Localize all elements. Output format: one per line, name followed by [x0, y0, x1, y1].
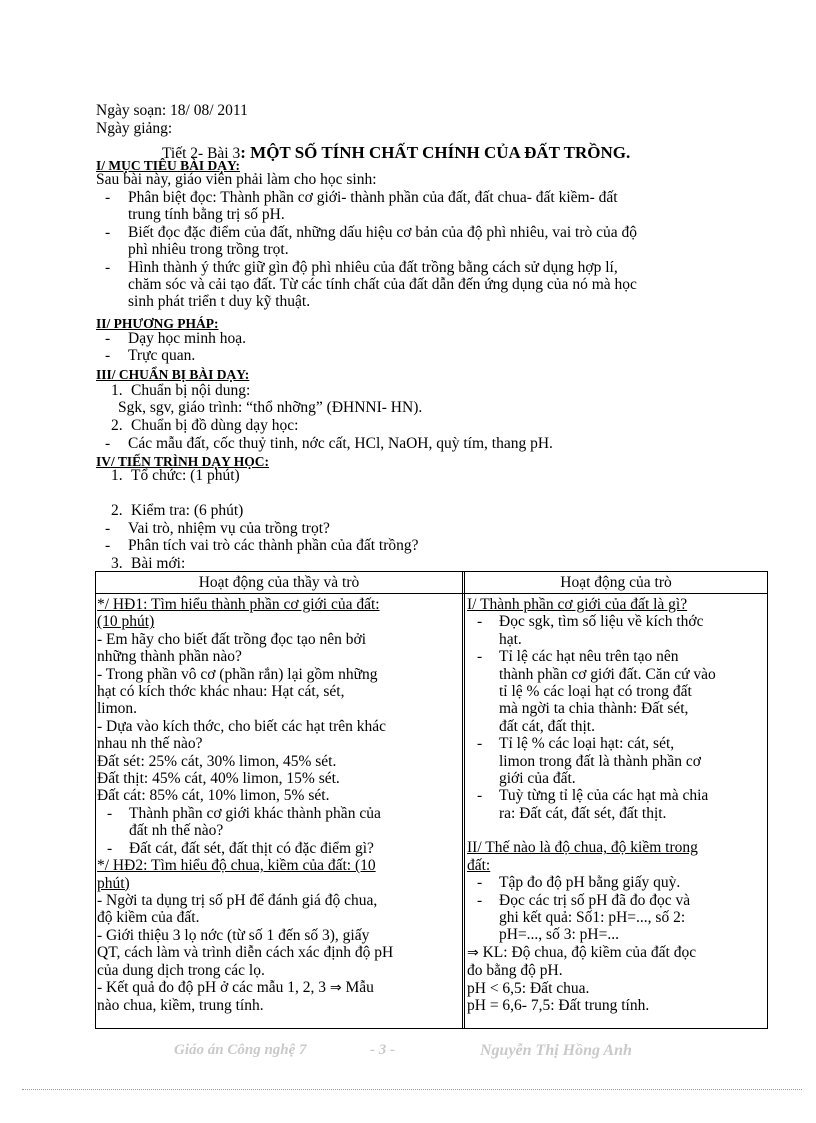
implies-arrow-icon: ⇒: [467, 944, 479, 961]
section-procedure-title: IV/ TIẾN TRÌNH DẠY HỌC:: [96, 454, 270, 469]
ph-neutral: pH = 6,6- 7,5: Đất trung tính.: [467, 996, 650, 1014]
section-methods-title: II/ PHƯƠNG PHÁP:: [96, 316, 219, 331]
methods-list: [96, 330, 246, 365]
prep-item-1: Chuẩn bị nội dung:: [131, 382, 251, 399]
footer-dotted-rule: [22, 1089, 802, 1090]
section-preparation-title: III/ CHUẨN BỊ BÀI DẠY:: [96, 367, 250, 382]
ph-acidic: pH < 6,5: Đất chua.: [467, 979, 590, 997]
student-activities: I/ Thành phần cơ giới của đất là gì? - Đọc sgk, tìm số liệu về kích thớc hạt. - Tỉ lệ các hạt nêu trên tạo nên thành phần cơ giới đất. Căn cứ vào tỉ lệ % các loại hạt có trong đất mà ngời ta chia thành: Đất sét, đất cát, đất thịt. - Tỉ lệ % các loại hạt: cát, sét, limon trong đất là thành phần cơ giới của đất. - Tuỳ từng tỉ lệ của các hạt mà chia ra: Đất cát, đất sét, đất thịt. II/ Thế nào là độ chua, độ kiềm trong đất: - Tập đo độ pH bằng giấy quỳ. - Đọc các trị số pH đã đo đọc và ghi kết quả: Số1: pH=..., số 2: pH=..., số 3: pH=... ⇒ KL: Độ chua, độ kiềm của đất đọc đo bằng độ pH. pH < 6,5: Đất chua. pH = 6,6- 7,5: Đất trung tính.: [467, 596, 765, 1014]
header-teacher-student: Hoạt động của thầy và trò: [198, 574, 360, 591]
activity-2-heading: */ HĐ2: Tìm hiểu độ chua, kiềm của đất: (10: [97, 857, 376, 875]
check-questions: [96, 520, 419, 555]
teacher-activities: */ HĐ1: Tìm hiểu thành phần cơ giới của đất: (10 phút) - Em hãy cho biết đất trồng đọc tạo nên bởi những thành phần nào? - Trong phần vô cơ (phần rắn) lại gồm những hạt có kích thớc khác nhau: Hạt cát, sét, limon. - Dựa vào kích thớc, cho biết các hạt trên khác nhau nh thế nào? Đất sét: 25% cát, 30% limon, 45% sét. Đất thịt: 45% cát, 40% limon, 15% sét. Đất cát: 85% cát, 10% limon, 5% sét. - Thành phần cơ giới khác thành phần của đất nh thế nào? - Đất cát, đất sét, đất thịt có đặc điểm gì? */ HĐ2: Tìm hiểu độ chua, kiềm của đất: (10 phút) - Ngời ta dụng trị số pH để đánh giá độ chua, độ kiềm của đất. - Giới thiệu 3 lọ nớc (từ số 1 đến số 3), giấy QT, cách làm và trình diễn cách xác định độ pH của dung dịch trong các lọ. - Kết quả đo độ pH ở các mẫu 1, 2, 3 ⇒ Mẫu nào chua, kiềm, trung tính.: [97, 596, 457, 1015]
loam-soil-composition: Đất thịt: 45% cát, 40% limon, 15% sét.: [97, 770, 340, 788]
objectives-intro: Sau bài này, giáo viên phải làm cho học sinh:: [96, 171, 377, 188]
objective-item: - Phân biệt đọc: Thành phần cơ giới- thành phần của đất, đất chua- đất kiềm- đất trung tính bằng trị số pH.: [96, 189, 637, 224]
sand-soil-composition: Đất cát: 85% cát, 10% limon, 5% sét.: [97, 787, 330, 805]
prep-item-2: Chuẩn bị đồ dùng dạy học:: [131, 417, 299, 434]
step-3-number: 3.: [111, 555, 123, 572]
step-1-number: 1.: [111, 467, 123, 484]
prep-item-1-number: 1.: [111, 382, 123, 399]
lesson-name: : MỘT SỐ TÍNH CHẤT CHÍNH CỦA ĐẤT TRỒNG.: [240, 143, 631, 162]
date-teaching: Ngày giảng:: [96, 120, 173, 137]
implies-arrow-icon: ⇒: [329, 979, 342, 996]
materials-item: - Các mẫu đất, cốc thuỷ tinh, nớc cất, HCl, NaOH, quỳ tím, thang pH.: [96, 435, 553, 452]
objective-item: - Biết đọc đặc điểm của đất, những dấu hiệu cơ bản của độ phì nhiêu, vai trò của độ phì nhiêu trong trồng trọt.: [96, 224, 637, 259]
prep-item-1-detail: Sgk, sgv, giáo trình: “thổ nhỡng” (ĐHNNI- HN).: [118, 399, 423, 416]
footer-subject: Giáo án Công nghệ 7: [174, 1042, 307, 1058]
activity-1-duration: (10 phút): [97, 613, 155, 631]
step-2: Kiểm tra: (6 phút): [131, 502, 244, 519]
check-question: - Phân tích vai trò các thành phần của đất trồng?: [96, 537, 419, 554]
clay-soil-composition: Đất sét: 25% cát, 30% limon, 45% sét.: [97, 752, 337, 770]
part-2-list: - Tập đo độ pH bằng giấy quỳ. - Đọc các trị số pH đã đo đọc và ghi kết quả: Số1: pH=..., số 2: pH=..., số 3: pH=...: [467, 874, 765, 944]
step-2-number: 2.: [111, 502, 123, 519]
objectives-list: [96, 189, 637, 311]
section-objectives-title: I/ MỤC TIÊU BÀI DẠY:: [96, 158, 241, 173]
activity-1-heading: */ HĐ1: Tìm hiểu thành phần cơ giới của đất:: [97, 596, 380, 613]
objective-item: - Hình thành ý thức giữ gìn độ phì nhiêu của đất trồng bằng cách sử dụng hợp lí, chăm sóc và cải tạo đất. Từ các tính chất của đất dẫn đến ứng dụng của nó mà học sinh phát triển t duy kỹ thuật.: [96, 259, 637, 311]
footer-page-number: - 3 -: [370, 1042, 395, 1058]
column-divider: [462, 572, 465, 1028]
header-student: Hoạt động của trò: [560, 574, 672, 591]
teacher-questions: - Thành phần cơ giới khác thành phần của đất nh thế nào? - Đất cát, đất sét, đất thịt có đặc điểm gì?: [97, 805, 457, 857]
page-footer: [0, 1040, 816, 1064]
activity-table: [95, 571, 768, 1029]
table-header: [96, 572, 767, 594]
method-item: - Trực quan.: [96, 347, 246, 364]
part-1-heading: I/ Thành phần cơ giới của đất là gì?: [467, 596, 688, 613]
footer-author: Nguyễn Thị Hồng Anh: [480, 1042, 632, 1059]
method-item: - Dạy học minh hoạ.: [96, 330, 246, 347]
conclusion: ⇒ KL: Độ chua, độ kiềm của đất đọc: [467, 943, 697, 961]
check-question: - Vai trò, nhiệm vụ của trồng trọt?: [96, 520, 419, 537]
activity-2-duration: phút): [97, 874, 130, 892]
prep-item-2-number: 2.: [111, 417, 123, 434]
step-1: Tổ chức: (1 phút): [131, 467, 240, 484]
part-2-heading: II/ Thế nào là độ chua, độ kiềm trong: [467, 839, 698, 857]
part-1-list: - Đọc sgk, tìm số liệu về kích thớc hạt. - Tỉ lệ các hạt nêu trên tạo nên thành phần cơ giới đất. Căn cứ vào tỉ lệ % các loại hạt có trong đất mà ngời ta chia thành: Đất sét, đất cát, đất thịt. - Tỉ lệ % các loại hạt: cát, sét, limon trong đất là thành phần cơ giới của đất. - Tuỳ từng tỉ lệ của các hạt mà chia ra: Đất cát, đất sét, đất thịt.: [467, 613, 765, 822]
step-3: Bài mới:: [131, 555, 186, 572]
lesson-number: Tiết 2- Bài 3: [162, 145, 241, 162]
date-prepared: Ngày soạn: 18/ 08/ 2011: [96, 102, 248, 119]
prep-materials: [96, 435, 553, 452]
